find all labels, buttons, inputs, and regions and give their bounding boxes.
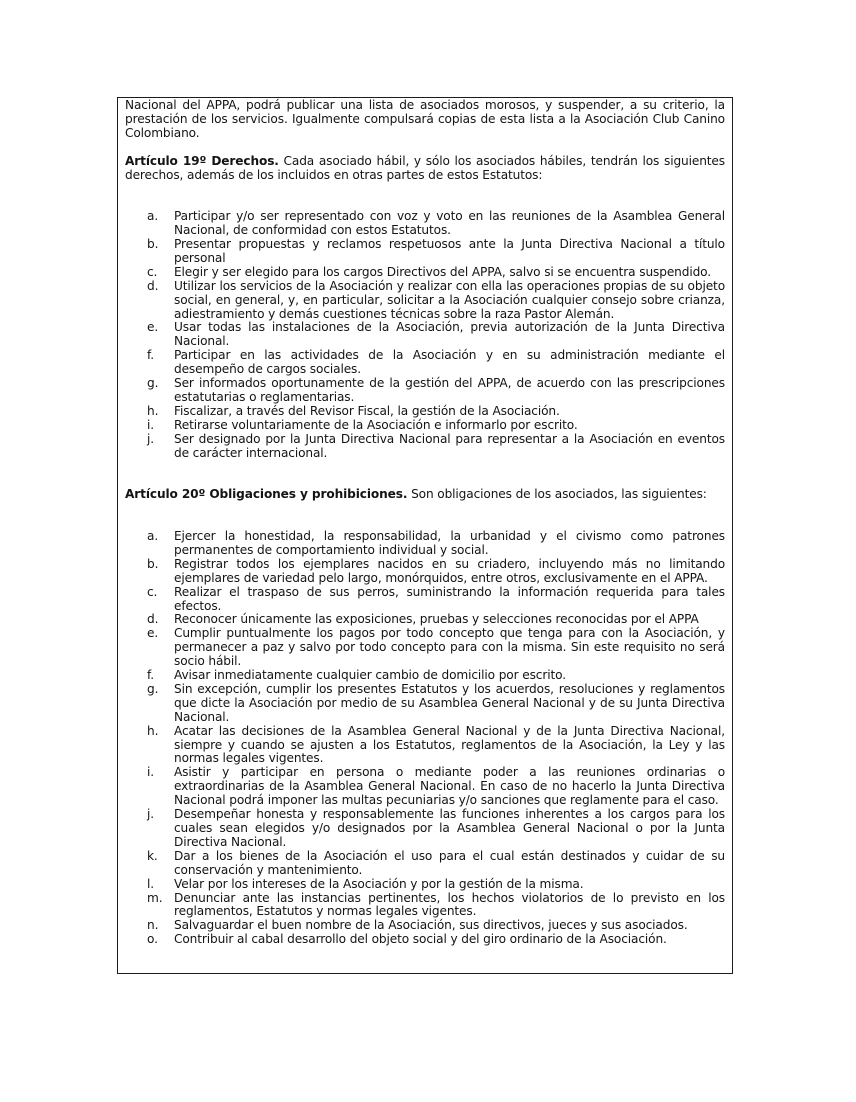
- item-letter: d.: [147, 278, 159, 293]
- item-text: Presentar propuestas y reclamos respetuosos ante la Junta Directiva Nacional a título personal: [174, 237, 725, 265]
- item-letter: a.: [147, 209, 159, 224]
- item-text: Elegir y ser elegido para los cargos Directivos del APPA, salvo si se encuentra suspendido.: [174, 264, 711, 279]
- list-item: [125, 683, 725, 725]
- item-text: Utilizar los servicios de la Asociación y realizar con ella las operaciones propias de su objeto social, en general, y, en particular, solicitar a la Asociación cualquier consejo sobre crianza, adiestramiento y demás cuestiones técnicas sobre la raza Pastor Alemán.: [174, 278, 725, 321]
- item-letter: k.: [147, 848, 158, 863]
- item-letter: i.: [147, 765, 154, 780]
- list-item: [125, 349, 725, 377]
- list-item: [125, 725, 725, 767]
- item-text: Retirarse voluntariamente de la Asociación e informarlo por escrito.: [174, 417, 578, 432]
- list-item: [125, 558, 725, 586]
- item-letter: m.: [147, 890, 163, 905]
- item-text: Realizar el traspaso de sus perros, suministrando la información requerida para tales efectos.: [174, 584, 725, 613]
- item-text: Reconocer únicamente las exposiciones, pruebas y selecciones reconocidas por el APPA: [174, 612, 699, 627]
- list-item: [125, 377, 725, 405]
- item-text: Participar en las actividades de la Asociación y en su administración mediante el desempeño de cargos sociales.: [174, 348, 725, 377]
- item-text: Participar y/o ser representado con voz y voto en las reuniones de la Asamblea General Nacional, de conformidad con estos Estatutos.: [174, 209, 725, 238]
- list-item: [125, 321, 725, 349]
- spacer: [125, 141, 725, 155]
- item-letter: o.: [147, 932, 158, 947]
- item-letter: c.: [147, 584, 158, 599]
- list-item: [125, 266, 725, 280]
- item-letter: e.: [147, 626, 159, 641]
- list-item: [125, 808, 725, 850]
- list-item: [125, 627, 725, 669]
- article-20-title: Artículo 20º Obligaciones y prohibiciones.: [125, 487, 408, 502]
- item-text: Dar a los bienes de la Asociación el uso para el cual están destinados y cuidar de su conservación y mantenimiento.: [174, 848, 725, 877]
- article-19-list: [125, 210, 725, 460]
- item-text: Usar todas las instalaciones de la Asociación, previa autorización de la Junta Directiva Nacional.: [174, 320, 725, 349]
- item-letter: e.: [147, 320, 159, 335]
- item-text: Desempeñar honesta y responsablemente las funciones inherentes a los cargos para los cuales sean elegidos y/o designados por la Asamblea General Nacional o por la Junta Directiva Nacional.: [174, 807, 725, 849]
- item-letter: c.: [147, 264, 158, 279]
- item-letter: h.: [147, 723, 159, 738]
- list-item: [125, 766, 725, 808]
- document-body: [125, 99, 725, 947]
- list-item: [125, 613, 725, 627]
- item-text: Velar por los intereses de la Asociación y por la gestión de la misma.: [174, 876, 584, 891]
- article-20-heading: [125, 488, 725, 502]
- list-item: [125, 405, 725, 419]
- item-letter: g.: [147, 681, 159, 696]
- item-letter: i.: [147, 417, 154, 432]
- item-letter: j.: [147, 431, 154, 446]
- intro-paragraph: Nacional del APPA, podrá publicar una lista de asociados morosos, y suspender, a su criterio, la prestación de los servicios. Igualmente compulsará copias de esta lista a la Asociación Club Canino Colombiano.: [125, 98, 725, 140]
- list-item: [125, 669, 725, 683]
- item-letter: g.: [147, 376, 159, 391]
- item-letter: l.: [147, 876, 154, 891]
- item-letter: a.: [147, 528, 159, 543]
- item-letter: f.: [147, 348, 155, 363]
- item-text: Registrar todos los ejemplares nacidos en su criadero, incluyendo más no limitando ejemplares de variedad pelo largo, monórquidos, entre otros, exclusivamente en el APPA.: [174, 556, 725, 585]
- item-letter: n.: [147, 918, 159, 933]
- item-text: Fiscalizar, a través del Revisor Fiscal, la gestión de la Asociación.: [174, 403, 560, 418]
- item-letter: d.: [147, 612, 159, 627]
- item-text: Denunciar ante las instancias pertinentes, los hechos violatorios de lo previsto en los reglamentos, Estatutos y normas legales vigentes.: [174, 890, 725, 919]
- list-item: [125, 210, 725, 238]
- list-item: [125, 238, 725, 266]
- article-20-list: [125, 530, 725, 947]
- spacer: [125, 182, 725, 196]
- list-item: [125, 280, 725, 322]
- list-item: [125, 892, 725, 920]
- spacer: [125, 474, 725, 488]
- item-text: Ejercer la honestidad, la responsabilidad, la urbanidad y el civismo como patrones permanentes de comportamiento individual y social.: [174, 528, 725, 557]
- item-letter: j.: [147, 807, 154, 822]
- item-letter: f.: [147, 668, 155, 683]
- item-text: Acatar las decisiones de la Asamblea General Nacional y de la Junta Directiva Nacional, siempre y cuando se ajusten a los Estatutos, reglamentos de la Asociación, la Ley y las normas legales vigentes.: [174, 723, 725, 766]
- item-text: Contribuir al cabal desarrollo del objeto social y del giro ordinario de la Asociación.: [174, 932, 667, 947]
- item-text: Ser informados oportunamente de la gestión del APPA, de acuerdo con las prescripciones estatutarias o reglamentarias.: [174, 376, 725, 404]
- item-letter: b.: [147, 556, 159, 571]
- article-20-text: Son obligaciones de los asociados, las siguientes:: [411, 487, 707, 502]
- item-text: Salvaguardar el buen nombre de la Asociación, sus directivos, jueces y sus asociados.: [174, 918, 688, 933]
- spacer: [125, 516, 725, 530]
- item-text: Ser designado por la Junta Directiva Nacional para representar a la Asociación en eventos de carácter internacional.: [174, 431, 725, 460]
- spacer: [125, 502, 725, 516]
- spacer: [125, 461, 725, 475]
- item-text: Avisar inmediatamente cualquier cambio de domicilio por escrito.: [174, 668, 566, 683]
- list-item: [125, 530, 725, 558]
- list-item: [125, 433, 725, 461]
- item-letter: b.: [147, 237, 159, 252]
- item-text: Sin excepción, cumplir los presentes Estatutos y los acuerdos, resoluciones y reglamentos que dicte la Asociación por medio de su Asamblea General Nacional y de su Junta Directiva Nacional.: [174, 681, 725, 724]
- article-19-title: Artículo 19º Derechos.: [125, 153, 279, 168]
- list-item: [125, 919, 725, 933]
- list-item: [125, 878, 725, 892]
- item-text: Cumplir puntualmente los pagos por todo concepto que tenga para con la Asociación, y permanecer a paz y salvo por todo concepto para con la misma. Sin este requisito no será socio hábil.: [174, 626, 725, 669]
- spacer: [125, 196, 725, 210]
- article-19-text: Cada asociado hábil, y sólo los asociados hábiles, tendrán los siguientes derechos, además de los incluidos en otras partes de estos Estatutos:: [125, 153, 725, 182]
- list-item: [125, 933, 725, 947]
- article-19-heading: [125, 155, 725, 183]
- list-item: [125, 419, 725, 433]
- list-item: [125, 850, 725, 878]
- list-item: [125, 586, 725, 614]
- item-text: Asistir y participar en persona o mediante poder a las reuniones ordinarias o extraordinarias de la Asamblea General Nacional. En caso de no hacerlo la Junta Directiva Nacional podrá imponer las multas pecuniarias y/o sanciones que reglamente para el caso.: [174, 765, 725, 808]
- item-letter: h.: [147, 403, 159, 418]
